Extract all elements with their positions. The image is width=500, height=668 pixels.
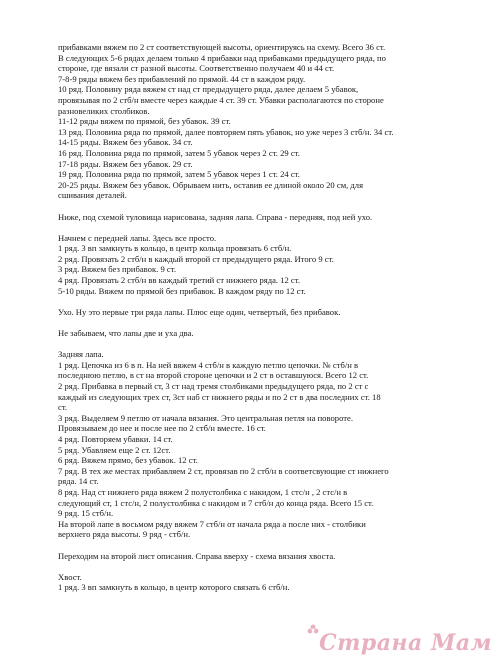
text-line: 1 ряд. Цепочка из 6 в п. На ней вяжем 4 стб/н в каждую петлю цепочки. № стб/н в bbox=[58, 359, 359, 370]
text-line: 16 ряд. Половина ряда по прямой, затем 5 убавок через 2 ст. 29 ст. bbox=[58, 147, 300, 158]
site-watermark-logo bbox=[319, 630, 492, 656]
text-line: В следующих 5-6 рядах делаем только 4 прибавки над прибавками предыдущего ряда, по bbox=[58, 52, 386, 63]
paragraph bbox=[58, 233, 458, 297]
text-line: 7-8-9 ряды вяжем без прибавлений по прямой. 44 ст в каждом ряду. bbox=[58, 73, 306, 84]
text-line: верхнего ряда высоты. 9 ряд - стб/н. bbox=[58, 529, 191, 540]
text-line: 5-10 ряды. Вяжем по прямой без прибавок. В каждом ряду по 12 ст. bbox=[58, 285, 306, 296]
paragraph bbox=[58, 328, 458, 339]
text-line: провязывая по 2 стб/н вместе через каждые 4 ст. 39 ст. Убавки располагаются по стороне bbox=[58, 94, 384, 105]
text-line: 1 ряд. 3 вп замкнуть в кольцо, в центр которого связать 6 стб/н. bbox=[58, 582, 290, 593]
text-line: ст. bbox=[58, 402, 68, 413]
text-line: разновеликих столбиков. bbox=[58, 105, 150, 116]
text-line: прибавками вяжем по 2 ст соответствующей высоты, ориентируясь на схему. Всего 36 ст. bbox=[58, 42, 386, 52]
text-line: следующий ст, 1 стс/н, 2 полустолбика с накидом и 7 стб/н до конца ряда. Всего 15 ст. bbox=[58, 497, 374, 508]
paragraph-gap bbox=[58, 540, 458, 551]
paragraph bbox=[58, 212, 458, 223]
text-line: 3 ряд. Выделяем 9 петлю от начала вязания. Это центральная петля на повороте. bbox=[58, 412, 353, 423]
text-line: Провязываем до нее и после нее по 2 стб/н вместе. 16 ст. bbox=[58, 423, 266, 434]
text-line: Переходим на второй лист описания. Справа вверху - схема вязания хвоста. bbox=[58, 550, 336, 561]
text-line: каждый из следующих трех ст, 3ст наб ст нижнего ряды и по 2 ст в два последних ст. 18 bbox=[58, 391, 381, 402]
text-line: 7 ряд. В тех же местах прибавляем 2 ст, провязав по 2 стб/н в соответсвующие ст нижнего bbox=[58, 465, 389, 476]
paragraph-gap bbox=[58, 201, 458, 212]
text-line: 19 ряд. Половина ряда по прямой, затем 5 убавок через 1 ст. 24 ст. bbox=[58, 169, 300, 180]
text-line: На второй лапе в восьмом ряду вяжем 7 стб/н от начала ряда а после них - столбики bbox=[58, 518, 366, 529]
text-line: 4 ряд. Повторяем убавки. 14 ст. bbox=[58, 433, 173, 444]
text-line: сшивания деталей. bbox=[58, 190, 127, 201]
text-line: 9 ряд. 15 стб/н. bbox=[58, 508, 114, 519]
text-line: 13 ряд. Половина ряда по прямой, далее повторяем пять убавок, но уже через 3 стб/н. 34 ст. bbox=[58, 126, 394, 137]
paragraph bbox=[58, 572, 458, 593]
text-line: 4 ряд. Провязать 2 стб/н вв каждый третий ст нижнего ряда. 12 ст. bbox=[58, 275, 300, 286]
text-line: 20-25 ряды. Вяжем без убавок. Обрываем нить, оставив ее длиной около 20 см, для bbox=[58, 179, 364, 190]
paragraph bbox=[58, 349, 458, 540]
text-line: Хвост. bbox=[58, 571, 82, 582]
text-line: 5 ряд. Убавляем еще 2 ст. 12ст. bbox=[58, 444, 171, 455]
flower-icon bbox=[307, 624, 319, 636]
text-line: 10 ряд. Половину ряда вяжем ст над ст предыдущего ряда, далее делаем 5 убавок, bbox=[58, 84, 359, 95]
text-line: 1 ряд. 3 вп замкнуть в кольцо, в центр кольца провязать 6 стб/н. bbox=[58, 243, 292, 254]
paragraph-gap bbox=[58, 339, 458, 350]
text-line: 2 ряд. Провязать 2 стб/н в каждый второй ст предыдущего ряда. Итого 9 ст. bbox=[58, 253, 334, 264]
text-line: 17-18 ряды. Вяжем без убавок. 29 ст. bbox=[58, 158, 193, 169]
paragraph-gap bbox=[58, 296, 458, 307]
paragraph-gap bbox=[58, 222, 458, 233]
text-line: последнюю петлю, в ст на второй стороне цепочки и 2 ст в оставшуюся. Всего 12 ст. bbox=[58, 370, 369, 381]
paragraph-gap bbox=[58, 317, 458, 328]
text-line: стороне, где вязали ст разной высоты. Соответственно получаем 40 и 44 ст. bbox=[58, 63, 335, 74]
text-line: ряда. 14 ст. bbox=[58, 476, 99, 487]
text-line: 11-12 ряды вяжем по прямой, без убавок. 39 ст. bbox=[58, 116, 231, 127]
text-line: 6 ряд. Вяжем прямо, без убавок. 12 ст. bbox=[58, 455, 198, 466]
text-line: Начнем с передней лапы. Здесь все просто. bbox=[58, 232, 217, 243]
text-line: 8 ряд. Над ст нижнего ряда вяжем 2 полустолбика с накидом, 1 стс/н , 2 стс/н в bbox=[58, 486, 348, 497]
text-line: Не забываем, что лапы две и уха два. bbox=[58, 328, 194, 339]
text-line: Задняя лапа. bbox=[58, 349, 104, 360]
paragraph-gap bbox=[58, 561, 458, 572]
document-body bbox=[58, 42, 458, 593]
text-line: Ухо. Ну это первые три ряда лапы. Плюс еще один, четвертый, без прибавок. bbox=[58, 306, 341, 317]
text-line: Ниже, под схемой туловища нарисована, задняя лапа. Справа - передняя, под ней ухо. bbox=[58, 211, 373, 222]
text-line: 14-15 ряды. Вяжем без убавок. 34 ст. bbox=[58, 137, 193, 148]
paragraph bbox=[58, 551, 458, 562]
watermark-text: Страна Мам bbox=[319, 630, 492, 656]
paragraph bbox=[58, 307, 458, 318]
text-line: 2 ряд. Прибавка в первый ст, 3 ст над тремя столбиками предыдущего ряда, по 2 ст с bbox=[58, 381, 369, 391]
paragraph bbox=[58, 42, 458, 201]
text-line: 3 ряд. Вяжем без прибавок. 9 ст. bbox=[58, 264, 176, 275]
